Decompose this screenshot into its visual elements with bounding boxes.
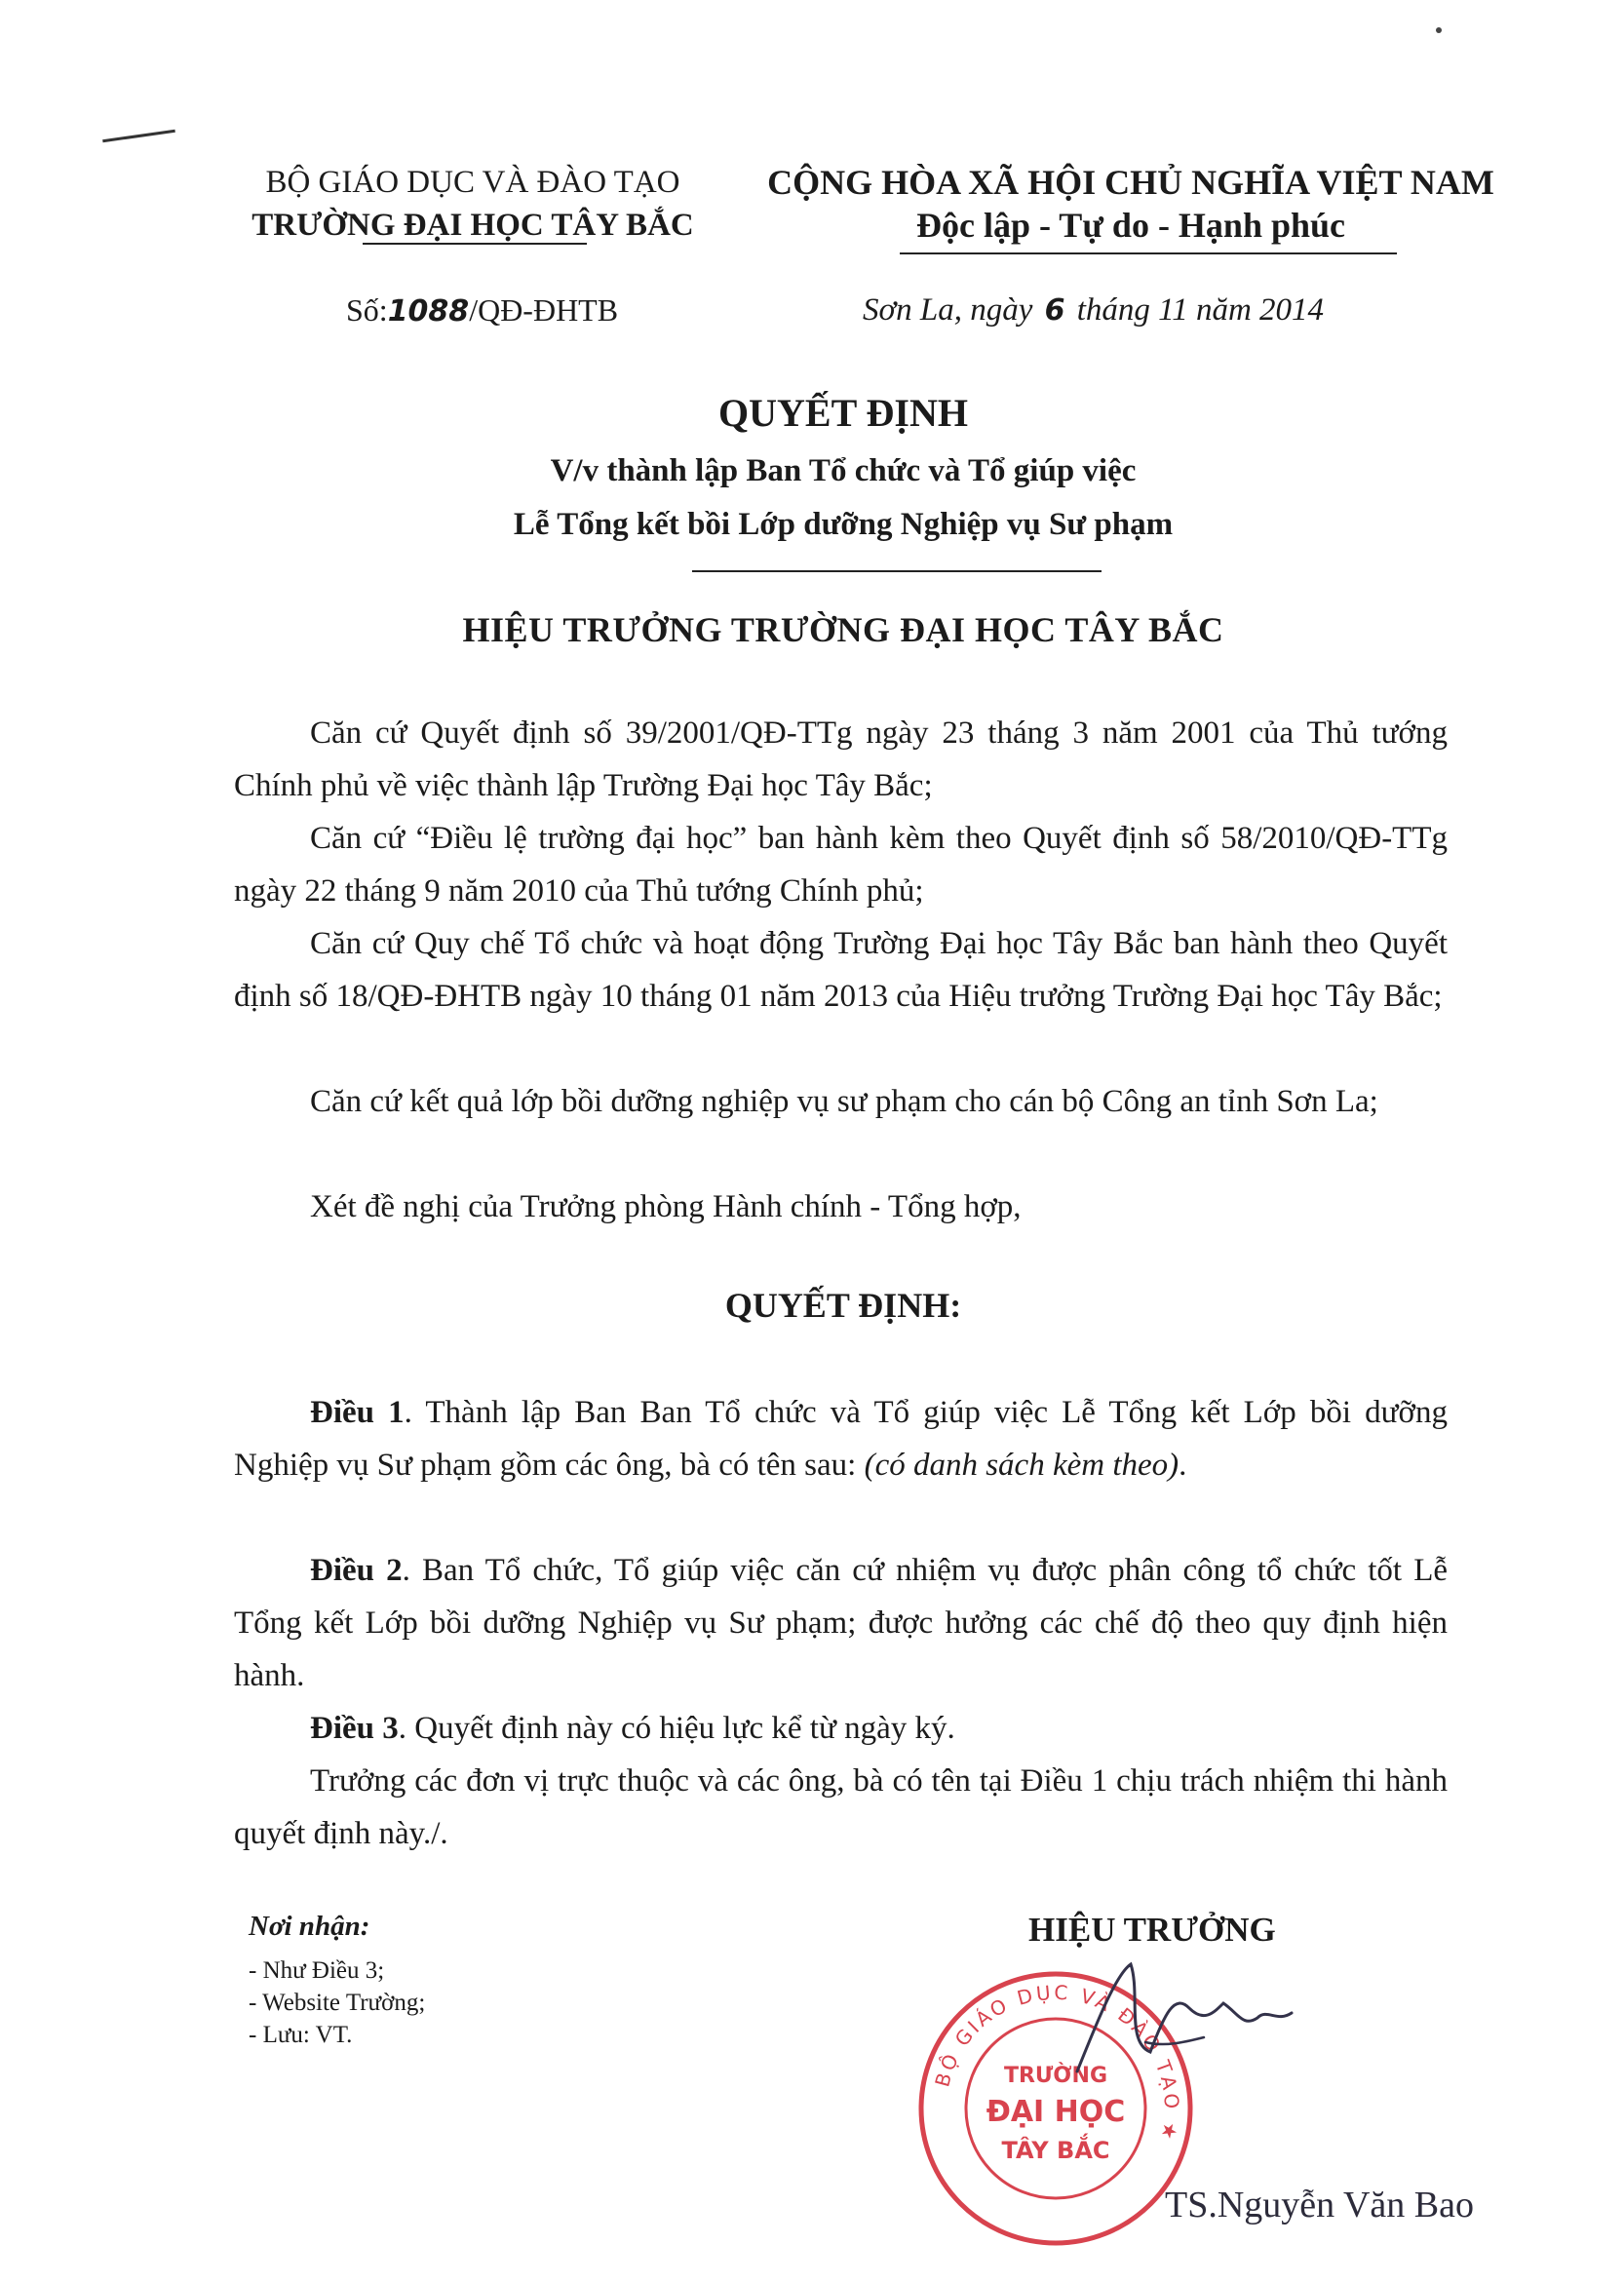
- article-1-text: . Thành lập Ban Ban Tổ chức và Tổ giúp việc Lễ Tổng kết Lớp bồi dưỡng Nghiệp vụ Sư phạm gồm các ông, bà có tên sau:: [234, 1395, 1449, 1483]
- document-number: [346, 292, 618, 329]
- article-1-note: (có danh sách kèm theo): [864, 1448, 1179, 1483]
- recipient-item: - Lưu: VT.: [249, 2022, 353, 2048]
- signer-title: HIỆU TRƯỞNG: [1028, 1911, 1276, 1949]
- article-1-end: .: [1179, 1448, 1187, 1483]
- date-prefix: Sơn La, ngày: [863, 292, 1033, 328]
- article-1: [234, 1386, 1448, 1491]
- country-name: CỘNG HÒA XÃ HỘI CHỦ NGHĨA VIỆT NAM: [767, 163, 1494, 202]
- preamble-paragraph-2: Căn cứ “Điều lệ trường đại học” ban hành kèm theo Quyết định số 58/2010/QĐ-TTg ngày 22 tháng 9 năm 2010 của Thủ tướng Chính phủ;: [234, 821, 1448, 909]
- recipients-heading: Nơi nhận:: [249, 1911, 370, 1942]
- stray-dot-mark: [1436, 27, 1442, 33]
- recipients-list: [249, 1954, 425, 2051]
- article-1-label: Điều 1: [310, 1395, 405, 1430]
- document-title: QUYẾT ĐỊNH: [718, 391, 968, 435]
- university-name: TRƯỜNG ĐẠI HỌC TÂY BẮC: [251, 208, 694, 243]
- national-heading: [751, 161, 1511, 247]
- preamble-paragraph-4: Căn cứ kết quả lớp bồi dưỡng nghiệp vụ sư phạm cho cán bộ Công an tỉnh Sơn La;: [310, 1084, 1378, 1119]
- article-3-label: Điều 3: [310, 1711, 399, 1746]
- article-2-label: Điều 2: [310, 1553, 403, 1588]
- title-divider: [692, 570, 1102, 572]
- ministry-name: BỘ GIÁO DỤC VÀ ĐÀO TẠO: [265, 165, 680, 200]
- article-2: [234, 1544, 1448, 1702]
- issuer-underline: [363, 243, 587, 245]
- article-3: [234, 1702, 1448, 1755]
- issuer-block: [195, 161, 751, 247]
- seal-line-1: TRƯỜNG: [1003, 2064, 1108, 2088]
- issue-date: [863, 292, 1324, 329]
- seal-line-2: ĐẠI HỌC: [986, 2095, 1126, 2129]
- document-number-value: 1088: [387, 294, 470, 329]
- document-number-suffix: /QĐ-ĐHTB: [469, 292, 619, 328]
- document-subject-line-1: V/v thành lập Ban Tổ chức và Tổ giúp việc: [550, 453, 1137, 488]
- article-2-text: . Ban Tổ chức, Tổ giúp việc căn cứ nhiệm vụ được phân công tổ chức tốt Lễ Tổng kết Lớp bồi dưỡng Nghiệp vụ Sư phạm; được hưởng các chế độ theo quy định hiện hành.: [234, 1553, 1449, 1693]
- recipient-item: - Như Điều 3;: [249, 1957, 385, 1984]
- signer-name: TS.Nguyễn Văn Bao: [1165, 2185, 1474, 2225]
- seal-line-3: TÂY BẮC: [1001, 2137, 1110, 2164]
- closing-paragraph: Trưởng các đơn vị trực thuộc và các ông, bà có tên tại Điều 1 chịu trách nhiệm thi hành quyết định này./.: [234, 1763, 1448, 1851]
- preamble-paragraph-1: Căn cứ Quyết định số 39/2001/QĐ-TTg ngày 23 tháng 3 năm 2001 của Thủ tướng Chính phủ về việc thành lập Trường Đại học Tây Bắc;: [234, 716, 1448, 803]
- decision-heading: QUYẾT ĐỊNH:: [724, 1286, 962, 1325]
- preamble-paragraph-3: Căn cứ Quy chế Tổ chức và hoạt động Trường Đại học Tây Bắc ban hành theo Quyết định số 18/QĐ-ĐHTB ngày 10 tháng 01 năm 2013 của Hiệu trưởng Trường Đại học Tây Bắc;: [234, 926, 1448, 1014]
- seal-ring-text: BỘ GIÁO DỤC VÀ ĐÀO TẠO ★: [930, 1980, 1184, 2146]
- preamble-paragraph-5: Xét đề nghị của Trưởng phòng Hành chính - Tổng hợp,: [310, 1189, 1022, 1224]
- recipient-item: - Website Trường;: [249, 1990, 426, 2016]
- handwritten-signature: [1058, 1954, 1301, 2086]
- issuing-authority: HIỆU TRƯỞNG TRƯỜNG ĐẠI HỌC TÂY BẮC: [462, 610, 1224, 649]
- document-subject-line-2: Lễ Tổng kết bồi Lớp dưỡng Nghiệp vụ Sư phạm: [513, 507, 1174, 542]
- date-suffix: tháng 11 năm 2014: [1076, 292, 1325, 328]
- date-day: 6: [1044, 293, 1065, 328]
- national-motto: Độc lập - Tự do - Hạnh phúc: [915, 206, 1346, 245]
- stray-pen-mark: [102, 130, 175, 142]
- document-number-prefix: Số:: [346, 292, 388, 328]
- article-3-text: . Quyết định này có hiệu lực kể từ ngày ký.: [398, 1711, 955, 1746]
- motto-underline: [900, 252, 1397, 254]
